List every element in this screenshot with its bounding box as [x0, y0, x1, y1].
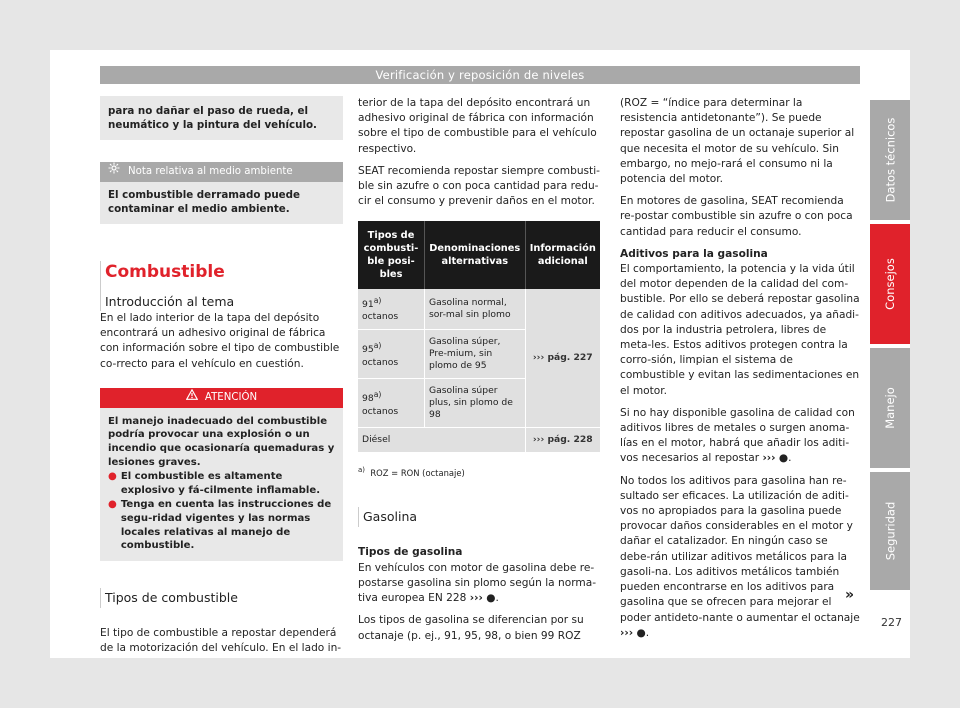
ref-arrow-icon: ››› [532, 434, 545, 446]
bullet-icon: ● [108, 499, 117, 511]
intro-box: para no dañar el paso de rueda, el neumático y la pintura del vehículo. [100, 96, 343, 140]
paragraph: Los tipos de gasolina se diferencian por su octanaje (p. ej., 91, 95, 98, o bien 99 ROZ [358, 614, 584, 642]
table-footnote: $^{a)}$ ROZ = RON (octanaje) [358, 466, 465, 479]
fuel-types-text: El tipo de combustible a repostar dependerá de la motorización del vehículo. En el lado in- [100, 626, 342, 654]
page-ref-cell[interactable]: ››› pág. 227 [525, 289, 600, 428]
tipos-title: Tipos de gasolina [358, 546, 463, 559]
warning-item: ● El combustible es altamente explosivo y fá-cilmente inflamable. [108, 471, 321, 496]
env-note-title: Nota relativa al medio ambiente [128, 166, 293, 177]
column-right [620, 96, 860, 648]
paragraph: SEAT recomienda repostar siempre combusti-ble sin azufre o con poca cantidad para redu-cir el consumo y prevenir daños en el motor. [358, 164, 600, 208]
warning-icon [186, 388, 198, 408]
fuel-table [358, 221, 600, 453]
paragraph: El comportamiento, la potencia y la vida útil del motor dependen de la calidad del com-bustible. Por ello se deberá repostar gasolina de calidad con aditivos adecuados, ya añadi-dos por la industria petrolera, libres de meta-les. Estos aditivos protegen contra la corro-sión, limpian el sistema de combustible y evitan las sedimentaciones en el motor. [620, 263, 860, 397]
warning-item: ● Tenga en cuenta las instrucciones de segu-ridad vigentes y las normas locales relativas al manejo de combustible. [108, 499, 332, 552]
aditivos-title: Aditivos para la gasolina [620, 247, 768, 260]
page-header: Verificación y reposición de niveles [100, 66, 860, 84]
env-note-header [100, 162, 343, 182]
fuel-types-title: Tipos de combustible [100, 588, 343, 608]
table-row [358, 428, 600, 453]
env-note-body: El combustible derramado puede contaminar el medio ambiente. [100, 182, 343, 224]
octane-cell: 98$^{a)}$ octanos [358, 379, 425, 428]
paragraph: En motores de gasolina, SEAT recomienda re-postar combustible sin azufre o con poca cantidad para reducir el consumo. [620, 195, 853, 238]
table-header: Información adicional [525, 221, 600, 289]
section-combustible [100, 261, 343, 311]
ref-arrow-icon[interactable]: ››› [620, 626, 634, 639]
page-number: 227 [881, 616, 902, 629]
tab-seguridad[interactable]: Seguridad [870, 472, 910, 590]
bullet-icon: ● [108, 471, 117, 483]
paragraph: En vehículos con motor de gasolina debe re-postarse gasolina sin plomo según la norma-tiva europea EN 228 ››› ●. [358, 561, 597, 605]
fuel-name-cell: Gasolina normal, sor-mal sin plomo [425, 289, 526, 330]
ref-arrow-icon[interactable]: ››› [469, 592, 483, 605]
info-icon: ● [636, 626, 646, 639]
ref-arrow-icon[interactable]: ››› [762, 452, 776, 465]
environment-icon [108, 162, 120, 182]
warning-text: El manejo inadecuado del combustible podría provocar una explosión o un incendio que ocasionaría quemaduras y lesiones graves. [108, 415, 335, 468]
info-icon: ● [778, 452, 789, 465]
intro-text: En el lado interior de la tapa del depósito encontrará un adhesivo original de fábrica con información sobre el tipo de combustible co-rrecto para el vehículo en cuestión. [100, 312, 340, 370]
octane-cell: 95$^{a)}$ octanos [358, 330, 425, 379]
ref-arrow-icon: ››› [532, 352, 545, 364]
page-ref-cell[interactable]: ››› pág. 228 [525, 428, 600, 453]
fuel-name-cell: Gasolina súper, Pre-mium, sin plomo de 95 [425, 330, 526, 379]
fuel-name-cell: Gasolina súper plus, sin plomo de 98 [425, 379, 526, 428]
paragraph: Si no hay disponible gasolina de calidad con aditivos libres de metales o surgen anoma-lías en el motor, habrá que añadir los aditi-vos necesarios al repostar ››› ●. [620, 406, 855, 465]
diesel-cell: Diésel [358, 428, 525, 453]
column-left [100, 96, 343, 663]
warning-header [100, 388, 343, 408]
gasolina-title: Gasolina [358, 507, 604, 527]
info-icon: ● [486, 592, 496, 605]
table-row [358, 289, 600, 330]
paragraph: (ROZ = “índice para determinar la resistencia antidetonante”). Se puede repostar gasolina de un octanaje superior al que necesita el motor de su vehículo. Sin embargo, no mejo-rará el consumo ni la potencia del motor. [620, 97, 855, 186]
warning-title: ATENCIÓN [204, 391, 258, 403]
section-title: Combustible [105, 262, 225, 282]
table-header: Tipos de combusti-ble posi-bles [358, 221, 425, 289]
paragraph: terior de la tapa del depósito encontrará un adhesivo original de fábrica con información sobre el tipo de combustible para el vehículo respectivo. [358, 97, 597, 155]
paragraph: No todos los aditivos para gasolina han re-sultado ser eficaces. La utilización de aditi-vos no apropiados para la gasolina puede provocar daños considerables en el motor y dañar el catalizador. En ningún caso se debe-rán utilizar aditivos metálicos para la gasoli-na. Los aditivos metálicos también pueden encontrarse en los aditivos para gasolina que se ofrecen para mejorar el poder antideto-nante o aumentar el octanaje ››› ●. [620, 474, 860, 639]
section-subtitle: Introducción al tema [105, 294, 235, 309]
tab-consejos[interactable]: Consejos [870, 224, 910, 344]
tab-datos-tecnicos[interactable]: Datos técnicos [870, 100, 910, 220]
column-middle [358, 96, 604, 651]
warning-body [100, 408, 343, 561]
continue-arrow-icon: » [845, 587, 855, 603]
tab-manejo[interactable]: Manejo [870, 348, 910, 468]
table-header: Denominaciones alternativas [425, 221, 526, 289]
octane-cell: 91$^{a)}$ octanos [358, 289, 425, 330]
